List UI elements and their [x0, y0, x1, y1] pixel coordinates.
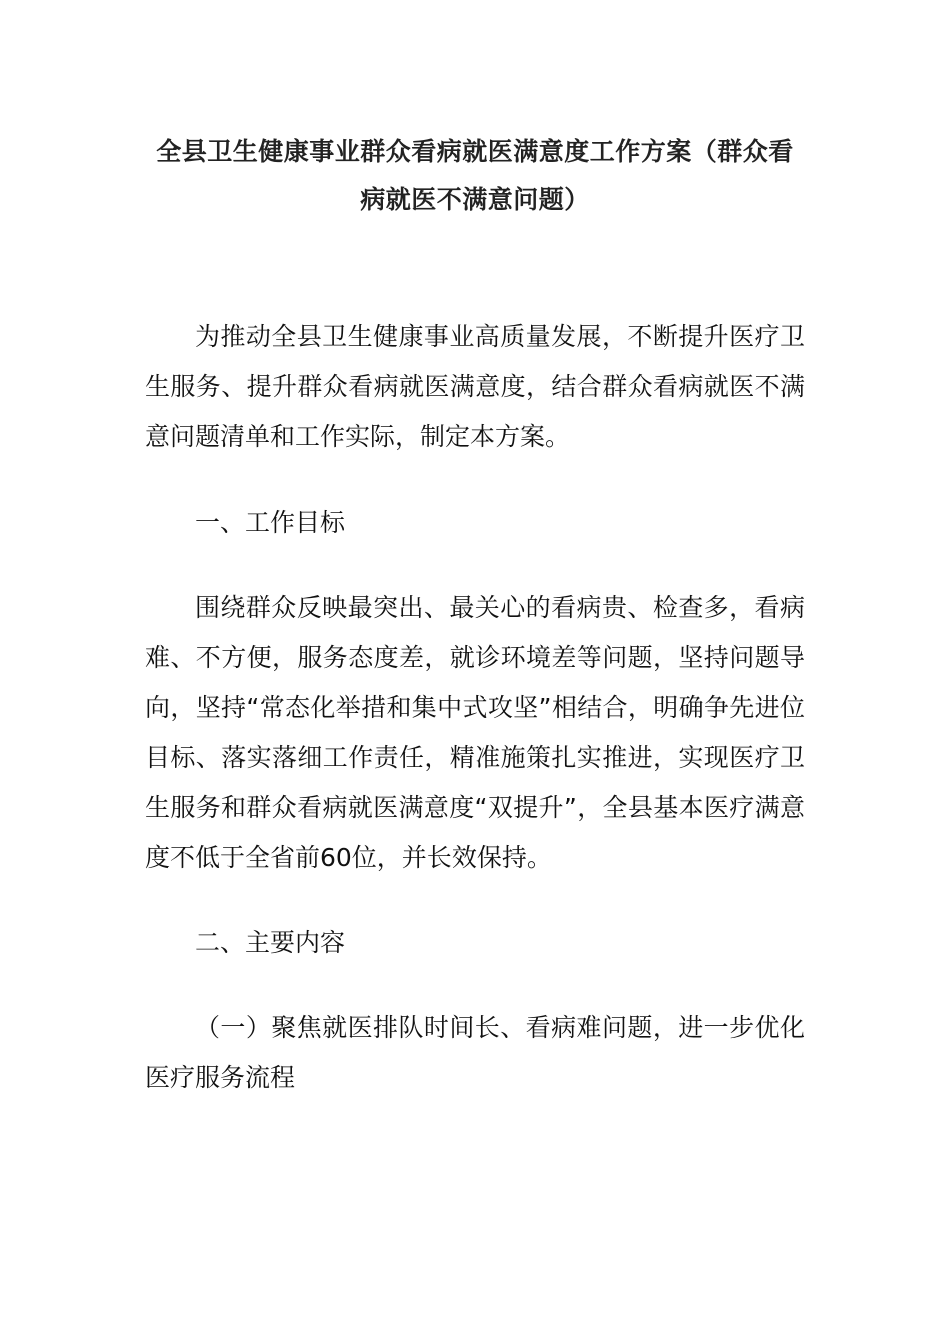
- document-title: 全县卫生健康事业群众看病就医满意度工作方案（群众看病就医不满意问题）: [156, 137, 794, 214]
- section-heading-goals: 一、工作目标: [195, 508, 346, 537]
- section-heading-main-content: 二、主要内容: [195, 928, 346, 957]
- subsection-heading-1: （一）聚焦就医排队时间长、看病难问题，进一步优化医疗服务流程: [145, 1013, 805, 1092]
- goals-paragraph: 围绕群众反映最突出、最关心的看病贵、检查多，看病难、不方便，服务态度差，就诊环境差等问题，坚持问题导向，坚持“常态化举措和集中式攻坚”相结合，明确争先进位目标、落实落细工作责任，精准施策扎实推进，实现医疗卫生服务和群众看病就医满意度“双提升”，全县基本医疗满意度不低于全省前60位，并长效保持。: [145, 593, 805, 872]
- intro-paragraph: 为推动全县卫生健康事业高质量发展，不断提升医疗卫生服务、提升群众看病就医满意度，结合群众看病就医不满意问题清单和工作实际，制定本方案。: [145, 322, 805, 451]
